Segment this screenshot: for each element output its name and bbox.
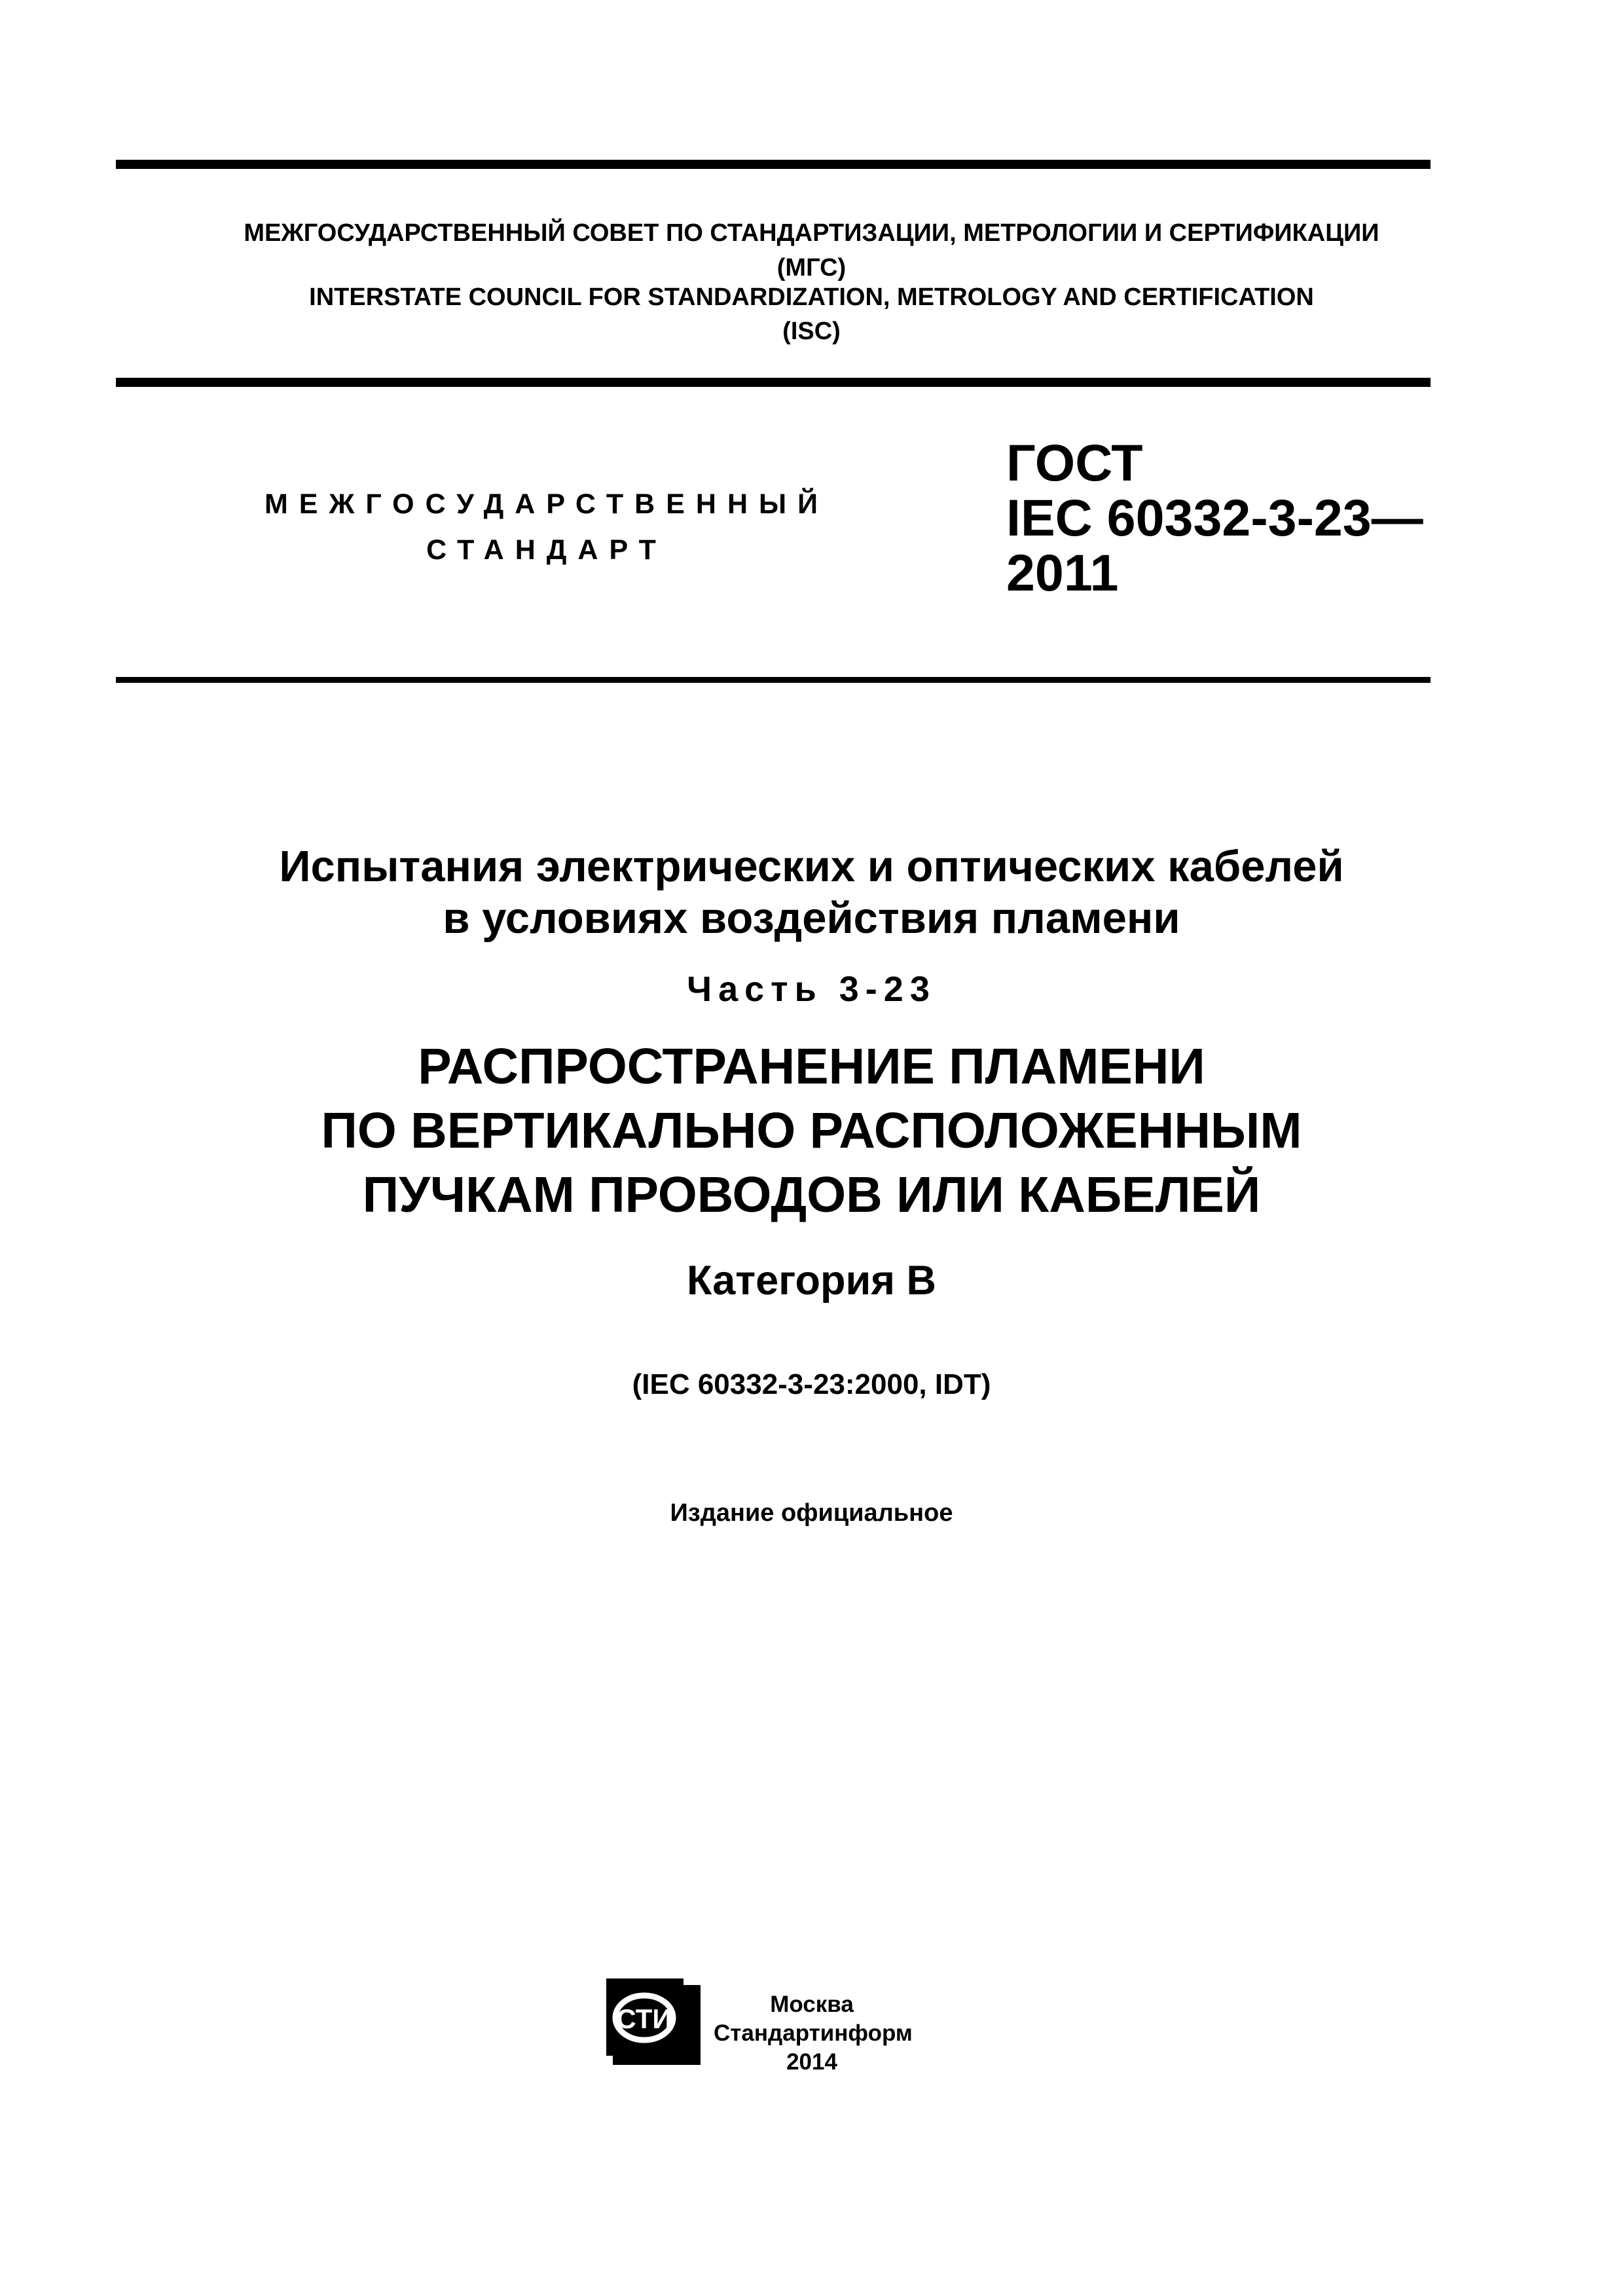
category: Категория B (686, 1258, 936, 1303)
council-en-line: INTERSTATE COUNCIL FOR STANDARDIZATION, METROLOGY AND CERTIFICATION (309, 283, 1314, 311)
standard-type (242, 481, 851, 573)
council-en-abbr: (ISC) (782, 318, 841, 345)
standard-type-line2: СТАНДАРТ (426, 534, 667, 566)
subtitle-line3: ПУЧКАМ ПРОВОДОВ ИЛИ КАБЕЛЕЙ (362, 1167, 1261, 1223)
publisher-name: Стандартинформ (714, 2020, 913, 2046)
logo-text: СТИ (616, 2003, 672, 2034)
publisher-city: Москва (770, 1992, 854, 2017)
iec-reference: (IEC 60332-3-23:2000, IDT) (632, 1368, 991, 1400)
council-ru-line: МЕЖГОСУДАРСТВЕННЫЙ СОВЕТ ПО СТАНДАРТИЗАЦИИ, МЕТРОЛОГИИ И СЕРТИФИКАЦИИ (244, 219, 1379, 247)
part-number: Часть 3-23 (687, 970, 936, 1009)
publisher-info (714, 1990, 913, 2077)
designation-line1: ГОСТ (1006, 433, 1143, 492)
standartinform-logo-icon (605, 1977, 702, 2066)
subtitle-line2: ПО ВЕРТИКАЛЬНО РАСПОЛОЖЕННЫМ (321, 1102, 1302, 1159)
top-rule (116, 160, 1431, 169)
publisher-year: 2014 (786, 2049, 837, 2075)
title-line2: в условиях воздействия пламени (443, 894, 1180, 943)
council-ru-abbr: (МГС) (776, 254, 847, 282)
edition-note: Издание официальное (670, 1499, 953, 1527)
header-rule (116, 378, 1431, 387)
standard-designation (1006, 435, 1423, 600)
subtitle-line1: РАСПРОСТРАНЕНИЕ ПЛАМЕНИ (418, 1038, 1205, 1095)
designation-line2: IEC 60332-3-23— (1006, 488, 1423, 547)
designation-line3: 2011 (1006, 543, 1119, 602)
title-line1: Испытания электрических и оптических кабелей (279, 842, 1344, 891)
standard-type-line1: МЕЖГОСУДАРСТВЕННЫЙ (264, 488, 830, 520)
publisher-logo (605, 1977, 702, 2066)
designation-rule (116, 677, 1431, 683)
